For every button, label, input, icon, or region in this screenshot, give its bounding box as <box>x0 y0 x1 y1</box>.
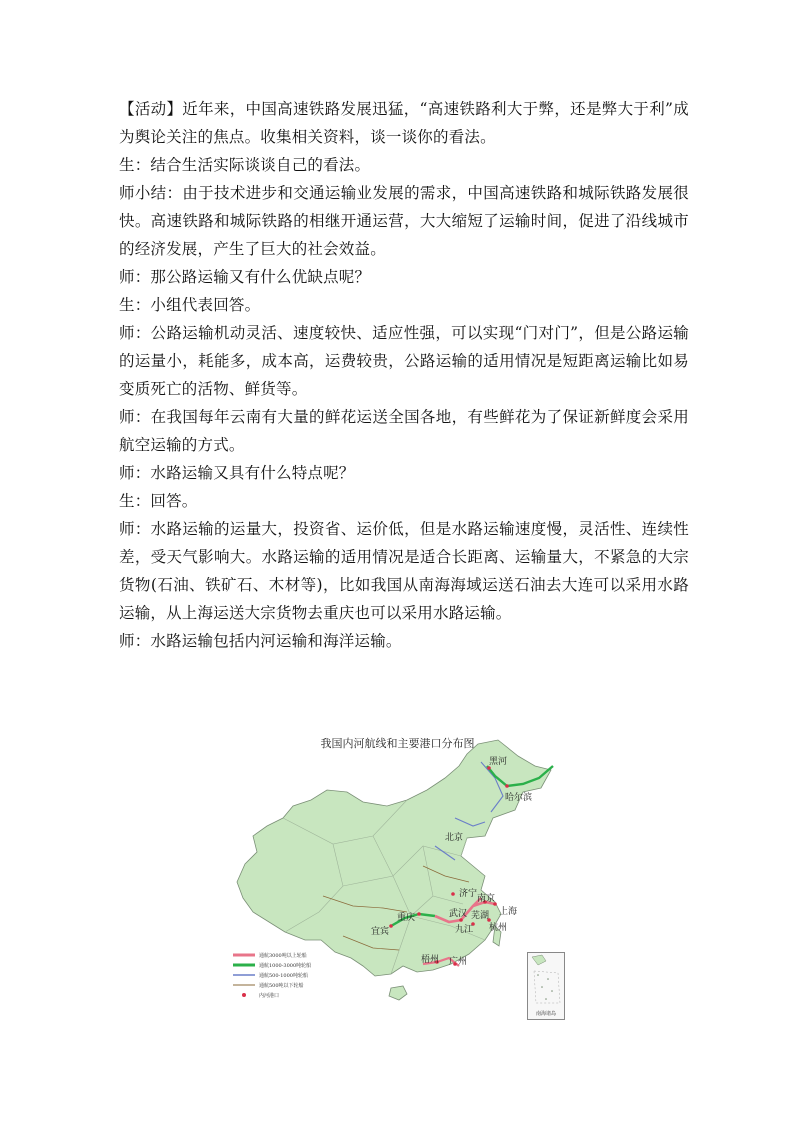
legend-label: 通航500-1000吨轮船 <box>259 972 308 979</box>
paragraph-teacher-water: 师：水路运输的运量大，投资省、运价低，但是水路运输速度慢，灵活性、连续性差，受天气影响大。水路运输的适用情况是适合长距离、运输量大，不紧急的大宗货物(石油、铁矿石、木材等)，比如我国从南海海域运送石油去大连可以采用水路运输，从上海运送大宗货物去重庆也可以采用水路运输。 <box>119 520 689 622</box>
legend-item <box>233 950 343 960</box>
paragraph-teacher-water-question: 师：水路运输又具有什么特点呢？ <box>119 464 355 482</box>
paragraph-teacher-air: 师：在我国每年云南有大量的鲜花运送全国各地，有些鲜花为了保证新鲜度会采用航空运输的方式。 <box>119 408 689 454</box>
paragraph-teacher-road-question: 师：那公路运输又有什么优缺点呢？ <box>119 268 371 286</box>
paragraph-activity: 【活动】近年来，中国高速铁路发展迅猛，“高速铁路利大于弊，还是弊大于利”成为舆论关注的焦点。收集相关资料，谈一谈你的看法。 <box>119 100 689 146</box>
paragraph-student-2: 生：小组代表回答。 <box>119 296 261 314</box>
city-label-jining: 济宁 <box>459 889 478 899</box>
inset-label: 南海诸岛 <box>535 1011 556 1017</box>
city-label-wuhan: 武汉 <box>449 909 468 919</box>
city-label-wuzhou: 梧州 <box>421 955 440 965</box>
city-label-jiujiang: 九江 <box>455 925 474 935</box>
legend-label: 通航500吨以下轮船 <box>259 982 304 989</box>
city-label-yibin: 宜宾 <box>371 927 390 937</box>
city-label-shanghai: 上海 <box>499 907 518 917</box>
legend-swatch-500 <box>233 971 255 979</box>
paragraph-teacher-road: 师：公路运输机动灵活、速度较快、适应性强，可以实现“门对门”，但是公路运输的运量小，耗能多，成本高，运费较贵，公路运输的适用情况是短距离运输比如易变质死亡的活物、鲜货等。 <box>119 324 689 398</box>
map-title: 我国内河航线和主要港口分布图 <box>320 737 475 750</box>
legend-label: 通航1000-3000吨轮船 <box>259 962 312 969</box>
map-legend <box>233 950 343 1000</box>
legend-swatch-3000 <box>233 951 255 959</box>
legend-label: 通航3000吨以上轮船 <box>259 952 307 959</box>
city-label-nanjing: 南京 <box>477 894 496 904</box>
city-label-wuhu: 芜湖 <box>471 911 490 921</box>
legend-item <box>233 970 343 980</box>
city-label-harbin: 哈尔滨 <box>505 793 533 803</box>
hainan-island <box>389 986 407 1000</box>
city-label-hangzhou: 杭州 <box>489 923 508 933</box>
city-label-heihe: 黑河 <box>489 757 508 767</box>
paragraph-student-3: 生：回答。 <box>119 492 198 510</box>
city-label-chongqing: 重庆 <box>397 913 416 923</box>
south-china-sea-inset <box>527 952 565 1020</box>
legend-swatch-below-500 <box>233 981 255 989</box>
inset-islands-graphic <box>528 953 564 1011</box>
legend-label: 内河港口 <box>259 992 280 999</box>
paragraph-student-1: 生：结合生活实际谈谈自己的看法。 <box>119 156 371 174</box>
legend-item <box>233 990 343 1000</box>
china-land <box>237 740 551 976</box>
text-body <box>119 95 689 655</box>
legend-swatch-1000 <box>233 961 255 969</box>
paragraph-teacher-summary: 师小结：由于技术进步和交通运输业发展的需求，中国高速铁路和城际铁路发展很快。高速铁路和城际铁路的相继开通运营，大大缩短了运输时间，促进了沿线城市的经济发展，产生了巨大的社会效益。 <box>119 184 689 258</box>
city-label-beijing: 北京 <box>445 833 464 843</box>
paragraph-teacher-water-types: 师：水路运输包括内河运输和海洋运输。 <box>119 632 402 650</box>
legend-item <box>233 960 343 970</box>
city-label-guangzhou: 广州 <box>449 957 468 967</box>
legend-swatch-port <box>233 991 255 999</box>
legend-item <box>233 980 343 990</box>
river-map-figure <box>223 726 572 1022</box>
